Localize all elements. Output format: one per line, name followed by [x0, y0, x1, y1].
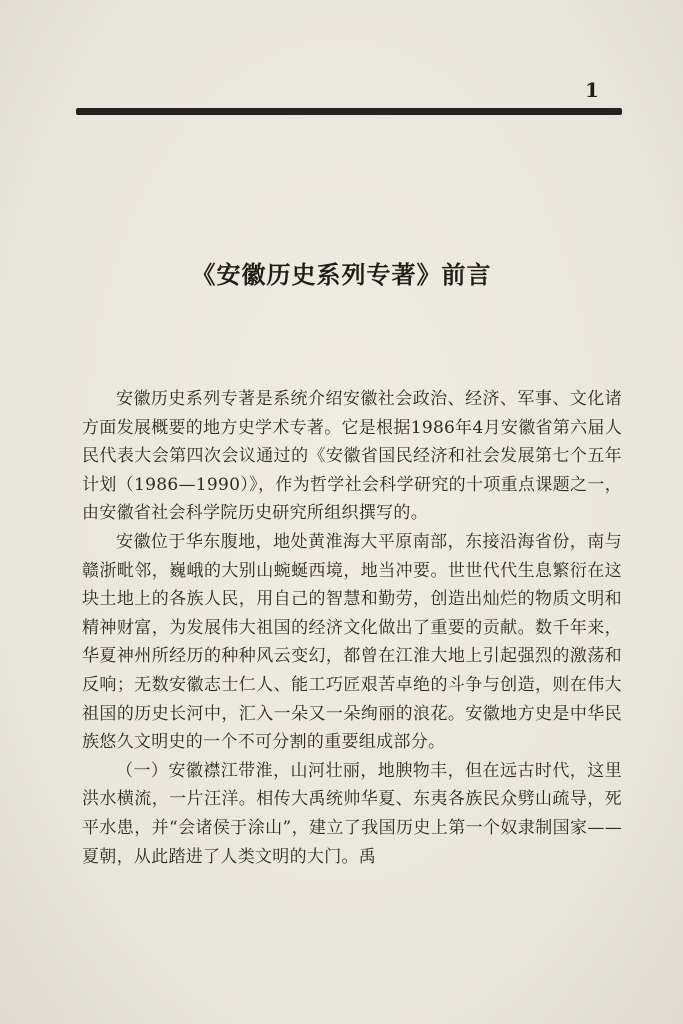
paragraph-2: 安徽位于华东腹地，地处黄淮海大平原南部，东接沿海省份，南与赣浙毗邻，巍峨的大别山蜿蜒西境，地当冲要。世世代代生息繁衍在这块土地上的各族人民，用自己的智慧和勤劳，创造出灿烂的物质文明和精神财富，为发展伟大祖国的经济文化做出了重要的贡献。数千年来，华夏神州所经历的种种风云变幻，都曾在江淮大地上引起强烈的激荡和反响；无数安徽志士仁人、能工巧匠艰苦卓绝的斗争与创造，则在伟大祖国的历史长河中，汇入一朵又一朵绚丽的浪花。安徽地方史是中华民族悠久文明史的一个不可分割的重要组成部分。 — [82, 531, 622, 753]
header-rule — [76, 108, 622, 115]
paragraph-3: （一）安徽襟江带淮，山河壮丽，地腴物丰，但在远古时代，这里洪水横流，一片汪洋。相传大禹统帅华夏、东夷各族民众劈山疏导，死平水患，并“会诸侯于涂山”，建立了我国历史上第一个奴隶制国家——夏朝，从此踏进了人类文明的大门。禹 — [82, 760, 622, 867]
page-number: 1 — [585, 78, 599, 102]
paragraph-1: 安徽历史系列专著是系统介绍安徽社会政治、经济、军事、文化诸方面发展概要的地方史学术专著。它是根据1986年4月安徽省第六届人民代表大会第四次会议通过的《安徽省国民经济和社会发展第七个五年计划（1986—1990）》，作为哲学社会科学研究的十项重点课题之一，由安徽省社会科学院历史研究所组织撰写的。 — [82, 389, 622, 524]
body-text — [82, 385, 622, 871]
chapter-title: 《安徽历史系列专著》前言 — [191, 261, 492, 289]
